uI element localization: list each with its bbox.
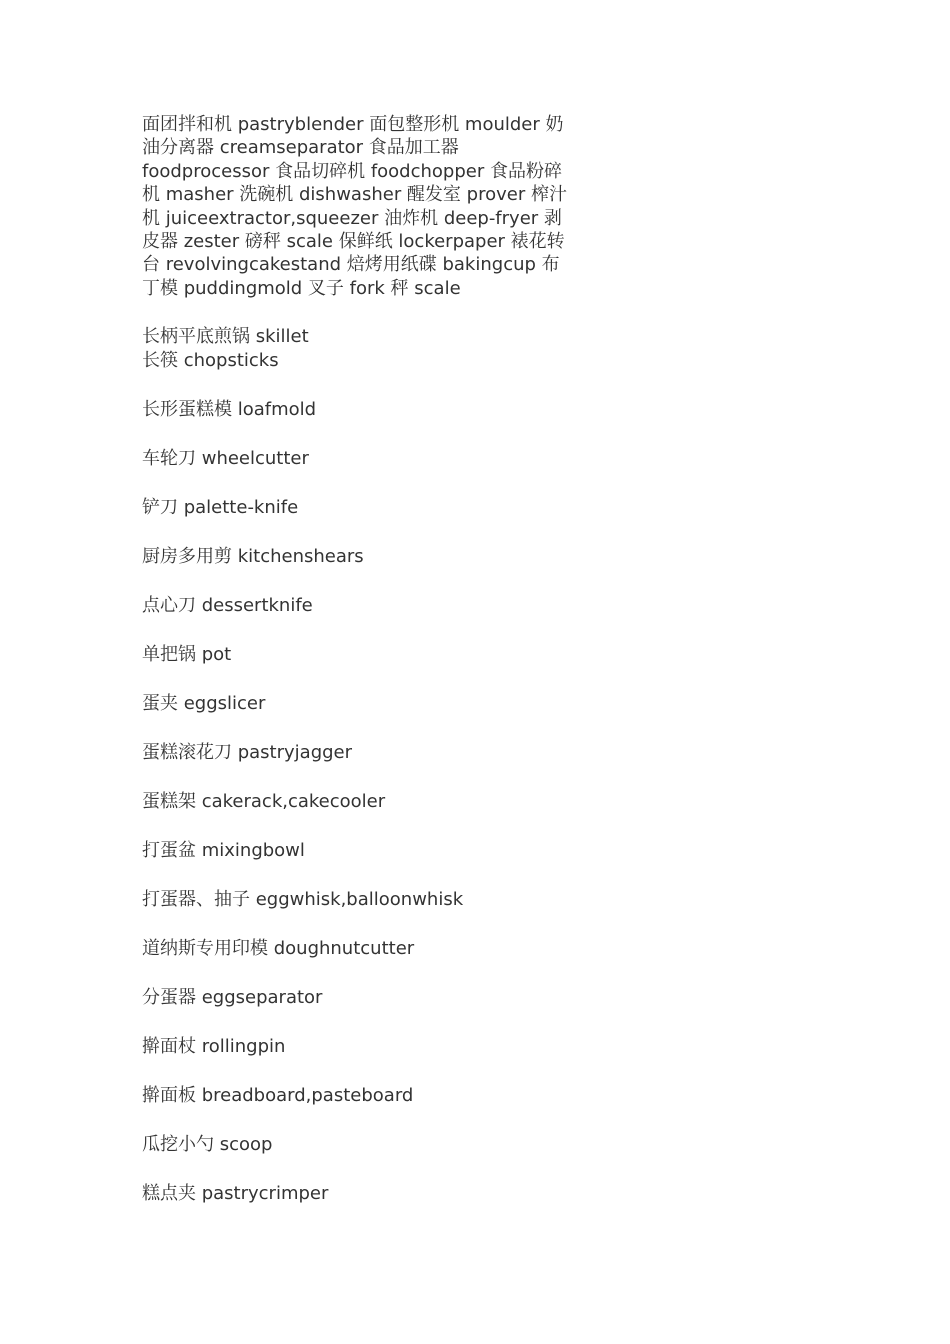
intro-line: foodprocessor 食品切碎机 foodchopper 食品粉碎 <box>142 160 562 182</box>
entry-paragraph: 蛋夹 eggslicer <box>142 692 266 714</box>
intro-line: 丁模 puddingmold 叉子 fork 秤 scale <box>142 277 461 299</box>
entry-paragraph: 铲刀 palette-knife <box>142 496 299 518</box>
pair-paragraph <box>142 325 572 372</box>
entry-paragraph: 长形蛋糕模 loafmold <box>142 398 317 420</box>
entry-line: 长筷 chopsticks <box>142 349 279 371</box>
intro-line: 台 revolvingcakestand 焙烤用纸碟 bakingcup 布 <box>142 254 560 276</box>
entry-paragraph: 糕点夹 pastrycrimper <box>142 1182 329 1204</box>
intro-paragraph <box>142 113 572 300</box>
entry-paragraph: 打蛋器、抽子 eggwhisk,balloonwhisk <box>142 888 464 910</box>
entry-paragraph: 单把锅 pot <box>142 643 232 665</box>
intro-line: 皮器 zester 磅秤 scale 保鲜纸 lockerpaper 裱花转 <box>142 231 565 253</box>
entry-line: 长柄平底煎锅 skillet <box>142 326 309 348</box>
entry-paragraph: 点心刀 dessertknife <box>142 594 313 616</box>
intro-line: 油分离器 creamseparator 食品加工器 <box>142 137 459 159</box>
entry-paragraph: 蛋糕架 cakerack,cakecooler <box>142 790 386 812</box>
entry-paragraph: 车轮刀 wheelcutter <box>142 447 309 469</box>
entry-paragraph: 瓜挖小勺 scoop <box>142 1133 273 1155</box>
entry-paragraph: 分蛋器 eggseparator <box>142 986 323 1008</box>
entry-paragraph: 蛋糕滚花刀 pastryjagger <box>142 741 353 763</box>
entry-paragraph: 打蛋盆 mixingbowl <box>142 839 305 861</box>
entry-paragraph: 厨房多用剪 kitchenshears <box>142 545 364 567</box>
intro-line: 面团拌和机 pastryblender 面包整形机 moulder 奶 <box>142 114 564 135</box>
entry-paragraph: 擀面杖 rollingpin <box>142 1035 286 1057</box>
document-page <box>142 113 572 1231</box>
intro-line: 机 juiceextractor,squeezer 油炸机 deep-fryer 剥 <box>142 207 562 229</box>
intro-line: 机 masher 洗碗机 dishwasher 醒发室 prover 榨汁 <box>142 184 567 206</box>
entry-paragraph: 擀面板 breadboard,pasteboard <box>142 1084 414 1106</box>
entry-paragraph: 道纳斯专用印模 doughnutcutter <box>142 937 415 959</box>
